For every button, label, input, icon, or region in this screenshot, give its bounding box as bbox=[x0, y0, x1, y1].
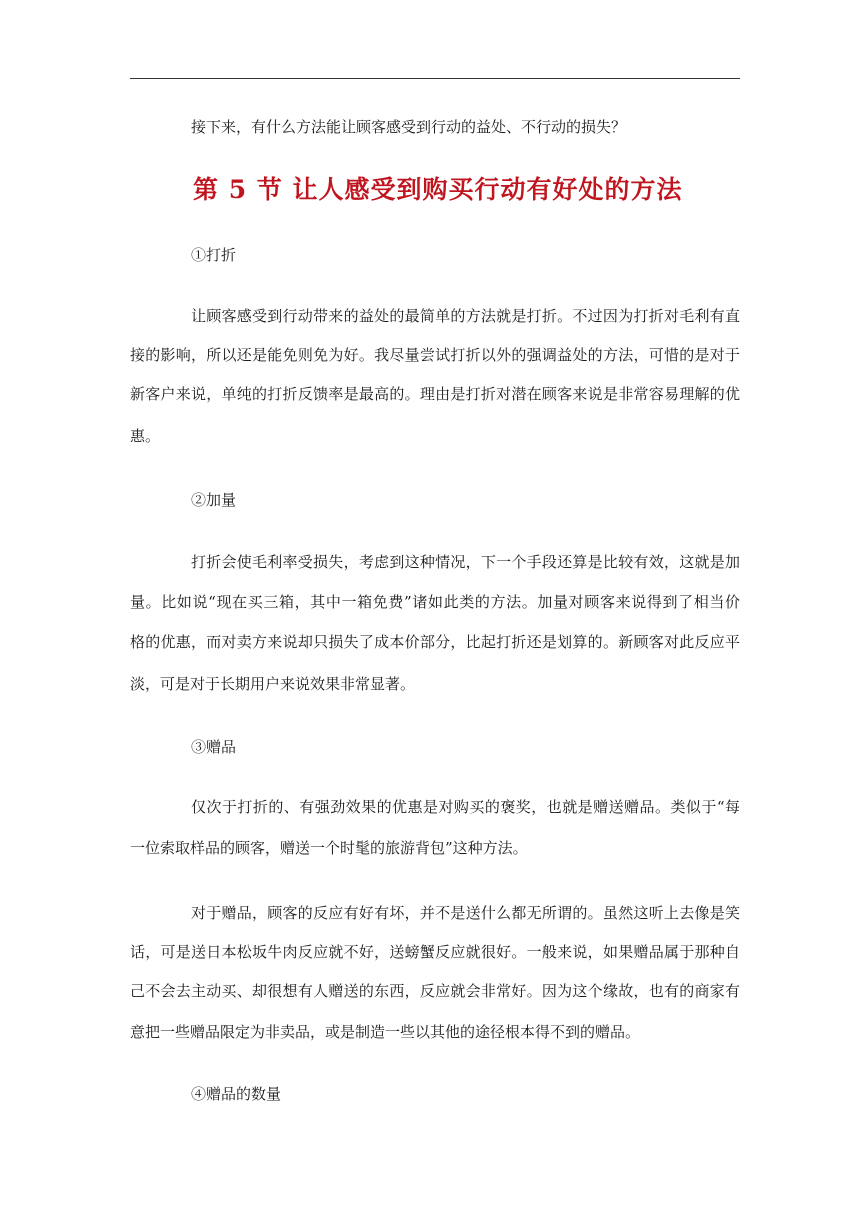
paragraph-line: 一位索取样品的顾客，赠送一个时髦的旅游背包”这种方法。 bbox=[130, 839, 528, 857]
paragraph-line: 己不会去主动买、却很想有人赠送的东西，反应就会非常好。因为这个缘故，也有的商家有 bbox=[130, 982, 740, 1000]
paragraph-line: 对于赠品，顾客的反应有好有坏，并不是送什么都无所谓的。虽然这听上去像是笑 bbox=[191, 904, 740, 922]
paragraph-line: 让顾客感受到行动带来的益处的最简单的方法就是打折。不过因为打折对毛利有直 bbox=[191, 307, 740, 325]
paragraph-line: 意把一些赠品限定为非卖品，或是制造一些以其他的途径根本得不到的赠品。 bbox=[130, 1023, 641, 1041]
paragraph-line: 惠。 bbox=[130, 427, 161, 445]
paragraph-line: 接的影响，所以还是能免则免为好。我尽量尝试打折以外的强调益处的方法，可惜的是对于 bbox=[130, 346, 740, 364]
section-title: 第 5 节 让人感受到购买行动有好处的方法 bbox=[193, 175, 683, 204]
header-rule bbox=[130, 78, 740, 79]
paragraph-line: 新客户来说，单纯的打折反馈率是最高的。理由是打折对潜在顾客来说是非常容易理解的优 bbox=[130, 385, 740, 403]
intro-text: 接下来，有什么方法能让顾客感受到行动的益处、不行动的损失？ bbox=[191, 118, 627, 136]
subsection-heading-discount: ①打折 bbox=[191, 246, 237, 264]
paragraph-line: 仅次于打折的、有强劲效果的优惠是对购买的褒奖，也就是赠送赠品。类似于“每 bbox=[191, 798, 740, 816]
paragraph-line: 格的优惠，而对卖方来说却只损失了成本价部分，比起打折还是划算的。新顾客对此反应平 bbox=[130, 633, 740, 651]
paragraph-line: 话，可是送日本松坂牛肉反应就不好，送螃蟹反应就很好。一般来说，如果赠品属于那种自 bbox=[130, 943, 740, 961]
subsection-heading-extra-quantity: ②加量 bbox=[191, 491, 237, 509]
paragraph-line: 量。比如说“现在买三箱，其中一箱免费”诸如此类的方法。加量对顾客来说得到了相当价 bbox=[130, 593, 740, 611]
paragraph-line: 打折会使毛利率受损失，考虑到这种情况，下一个手段还算是比较有效，这就是加 bbox=[191, 553, 740, 571]
subsection-heading-gift-quantity: ④赠品的数量 bbox=[191, 1085, 282, 1103]
subsection-heading-gift: ③赠品 bbox=[191, 738, 237, 756]
paragraph-line: 淡，可是对于长期用户来说效果非常显著。 bbox=[130, 675, 416, 693]
